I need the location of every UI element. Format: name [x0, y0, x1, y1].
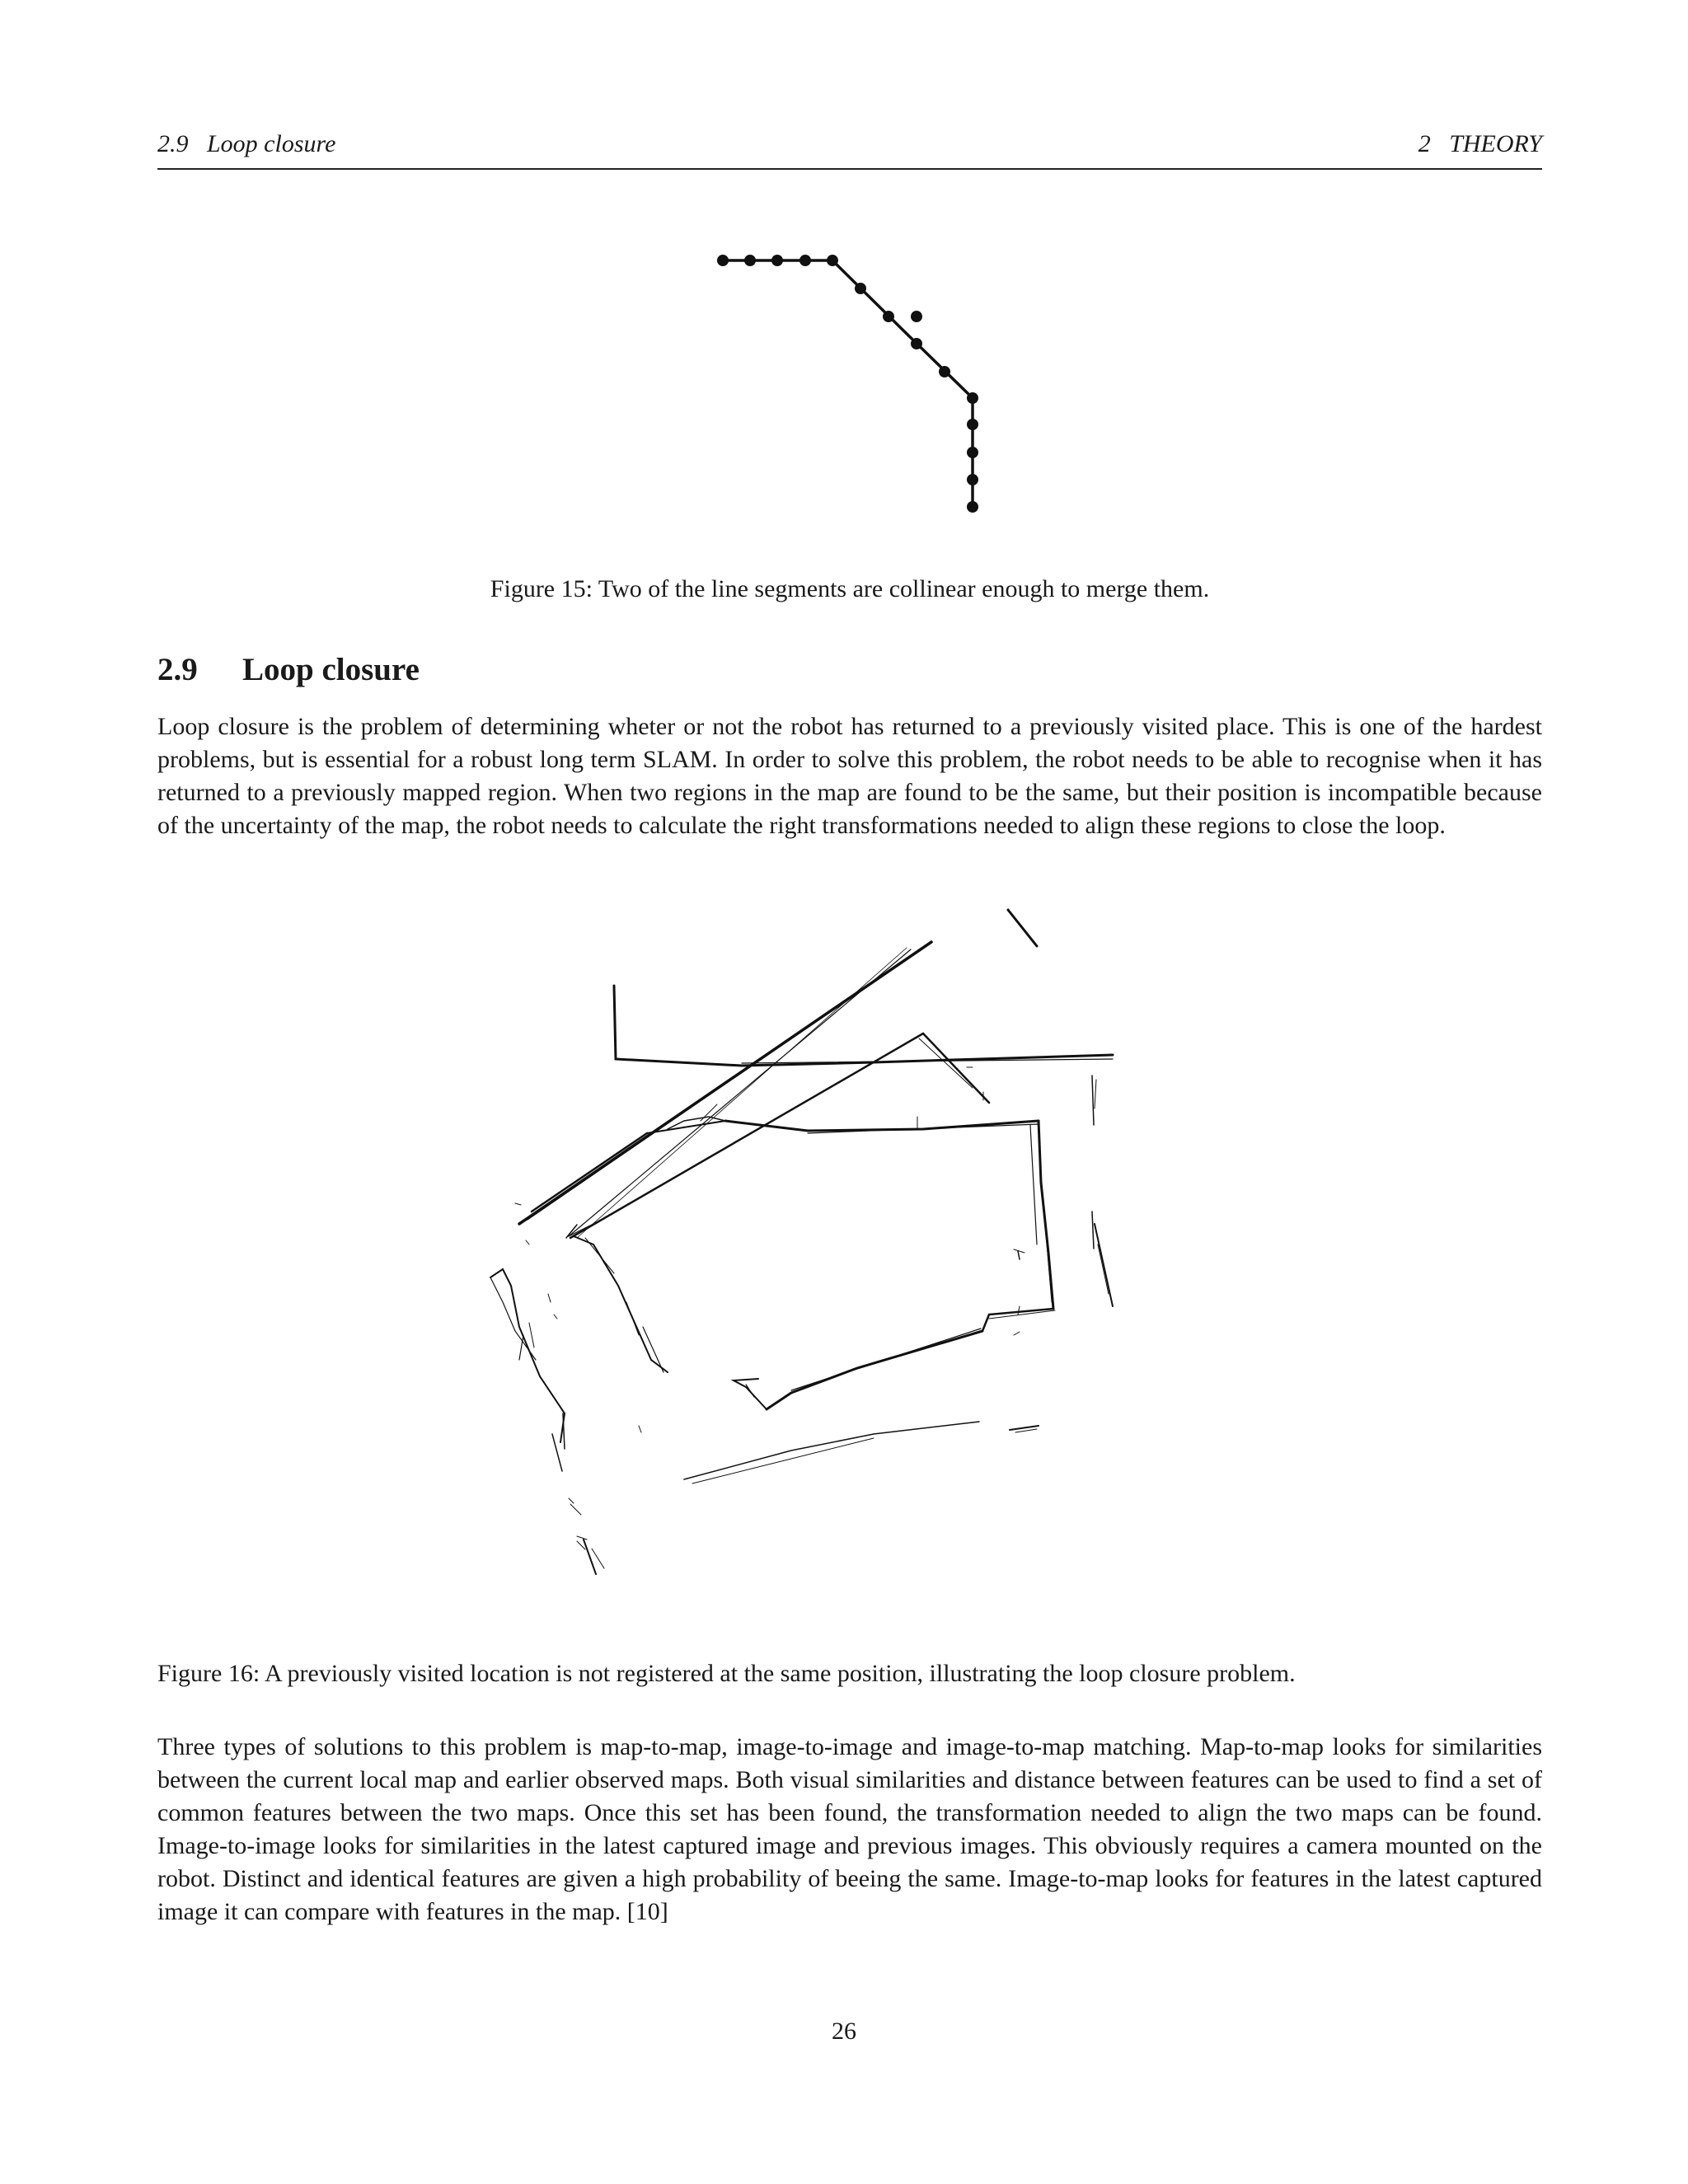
header-chapter: 2 THEORY: [1418, 130, 1542, 157]
segment-points: [717, 255, 978, 513]
header-section: 2.9 Loop closure: [157, 130, 336, 157]
section-heading: [157, 651, 420, 688]
segment-lines: [723, 260, 973, 507]
running-header: [157, 130, 1542, 170]
paragraph-solutions: Three types of solutions to this problem is map-to-map, image-to-image and image-to-map matching. Map-to-map looks for similarities between the current local map and earlier observed maps. Both visual similarities and distance between features can be used to find a set of common features between the two maps. Once this set has been found, the transformation needed to align the two maps can be found. Image-to-image looks for similarities in the latest captured image and previous images. This obviously requires a camera mounted on the robot. Distinct and identical features are given a high probability of beeing the same. Image-to-map looks for features in the latest captured image it can compare with features in the map. [10]: [157, 1733, 1542, 1925]
figure-15-caption: Figure 15: Two of the line segments are collinear enough to merge them.: [490, 575, 1210, 602]
figure-15-line-segments: [709, 247, 1006, 527]
section-number: 2.9: [157, 652, 198, 687]
page-number: 26: [832, 2018, 856, 2045]
paragraph-loop-closure: Loop closure is the problem of determining wheter or not the robot has returned to a previously visited place. This is one of the hardest problems, but is essential for a robust long term SLAM. In order to solve this problem, the robot needs to be able to recognise when it has returned to a previously mapped region. When two regions in the map are found to be the same, but their position is incompatible because of the uncertainty of the map, the robot needs to calculate the right transformations needed to align these regions to close the loop.: [157, 713, 1542, 839]
section-title: Loop closure: [242, 652, 420, 687]
figure-16-caption: Figure 16: A previously visited location is not registered at the same position, illustrating the loop closure problem.: [157, 1660, 1296, 1687]
map-line-features: [490, 910, 1113, 1574]
figure-16-loop-closure-map: [462, 898, 1236, 1640]
